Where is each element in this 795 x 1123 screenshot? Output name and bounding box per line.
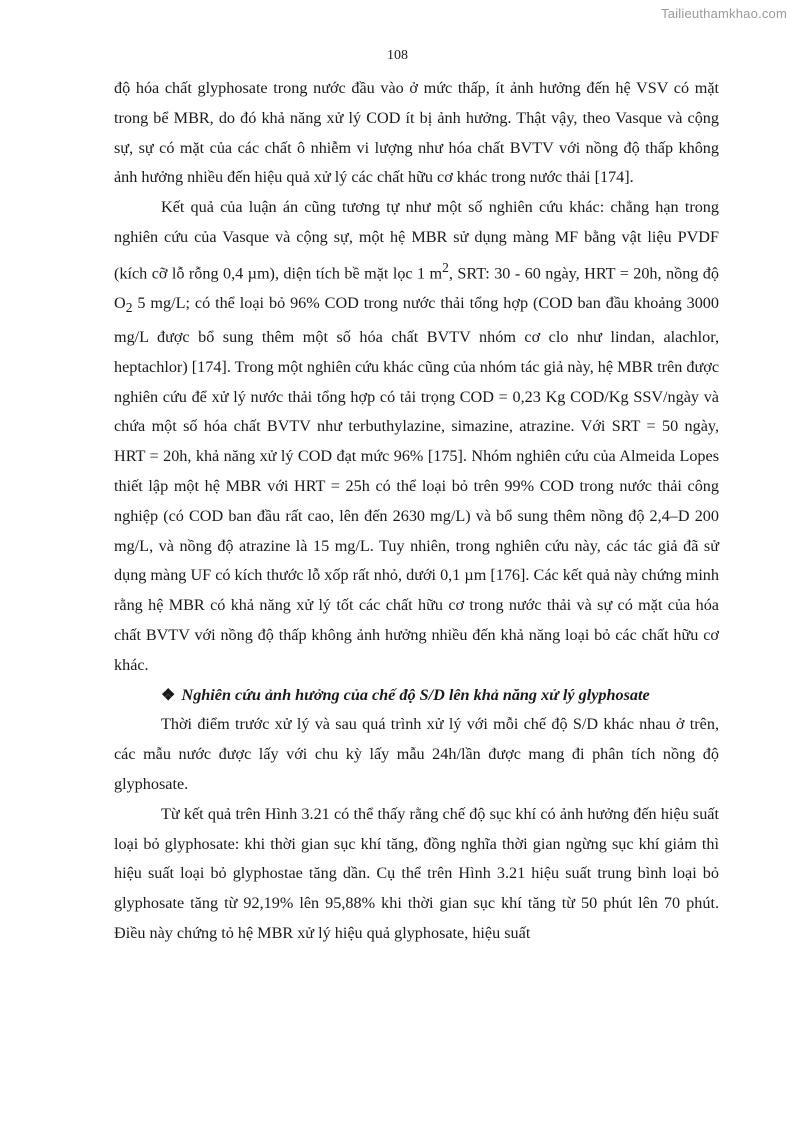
paragraph-2 (114, 193, 719, 680)
paragraph-2-part-b: , SRT: 30 - 60 ngày, HRT = 20h, nồng độ O (114, 264, 719, 312)
watermark: Tailieuthamkhao.com (661, 6, 787, 21)
paragraph-3: Thời điểm trước xử lý và sau quá trình xử lý với mỗi chế độ S/D khác nhau ở trên, các mẫu nước được lấy với chu kỳ lấy mẫu 24h/lần được mang đi phân tích nồng độ glyphosate. (114, 715, 719, 793)
section-heading-text: Nghiên cứu ảnh hưởng của chế độ S/D lên khả năng xử lý glyphosate (181, 685, 650, 704)
document-body (114, 74, 719, 949)
paragraph-2-part-c: 5 mg/L; có thể loại bỏ 96% COD trong nước thải tổng hợp (COD ban đầu khoảng 3000 mg/L được bổ sung thêm một số hóa chất BVTV nhóm cơ clo như lindan, alachlor, heptachlor) [174]. Trong một nghiên cứu khác cũng của nhóm tác giả này, hệ MBR trên được nghiên cứu để xử lý nước thải tổng hợp có tải trọng COD = 0,23 Kg COD/Kg SSV/ngày và chứa một số hóa chất BVTV như terbuthylazine, simazine, atrazine. Với SRT = 50 ngày, HRT = 20h, khả năng xử lý COD đạt mức 96% [175]. Nhóm nghiên cứu của Almeida Lopes thiết lập một hệ MBR với HRT = 25h có thể loại bỏ trên 99% COD trong nước thải công nghiệp (có COD ban đầu rất cao, lên đến 2630 mg/L) và bổ sung thêm nồng độ 2,4–D 200 mg/L, và nồng độ atrazine là 15 mg/L. Tuy nhiên, trong nghiên cứu này, các tác giả đã sử dụng màng UF có kích thước lỗ xốp rất nhỏ, dưới 0,1 µm [176]. Các kết quả này chứng minh rằng hệ MBR có khả năng xử lý tốt các chất hữu cơ trong nước thải và sự có mặt của hóa chất BVTV với nồng độ thấp không ảnh hưởng nhiều đến khả năng loại bỏ các chất hữu cơ khác. (114, 293, 719, 674)
superscript-2: 2 (442, 259, 449, 275)
paragraph-1: độ hóa chất glyphosate trong nước đầu vào ở mức thấp, ít ảnh hưởng đến hệ VSV có mặt trong bể MBR, do đó khả năng xử lý COD ít bị ảnh hưởng. Thật vậy, theo Vasque và cộng sự, sự có mặt của các chất ô nhiễm vi lượng như hóa chất BVTV với nồng độ thấp không ảnh hưởng nhiều đến hiệu quả xử lý các chất hữu cơ khác trong nước thải [174]. (114, 79, 719, 187)
subscript-2: 2 (125, 300, 133, 316)
paragraph-4: Từ kết quả trên Hình 3.21 có thể thấy rằng chế độ sục khí có ảnh hưởng đến hiệu suất loại bỏ glyphosate: khi thời gian sục khí tăng, đồng nghĩa thời gian ngừng sục khí giảm thì hiệu suất loại bỏ glyphostae tăng dần. Cụ thể trên Hình 3.21 hiệu suất trung bình loại bỏ glyphosate tăng từ 92,19% lên 95,88% khi thời gian sục khí tăng từ 50 phút lên 70 phút. Điều này chứng tỏ hệ MBR xử lý hiệu quả glyphosate, hiệu suất (114, 804, 719, 942)
page-number: 108 (387, 48, 408, 63)
section-heading (114, 681, 719, 711)
paragraph-2-part-a: Kết quả của luận án cũng tương tự như một số nghiên cứu khác: chẳng hạn trong nghiên cứu của Vasque và cộng sự, một hệ MBR sử dụng màng MF bằng vật liệu PVDF (kích cỡ lỗ rỗng 0,4 µm), diện tích bề mặt lọc 1 m (114, 198, 719, 283)
diamond-bullet-icon: ❖ (161, 685, 176, 704)
